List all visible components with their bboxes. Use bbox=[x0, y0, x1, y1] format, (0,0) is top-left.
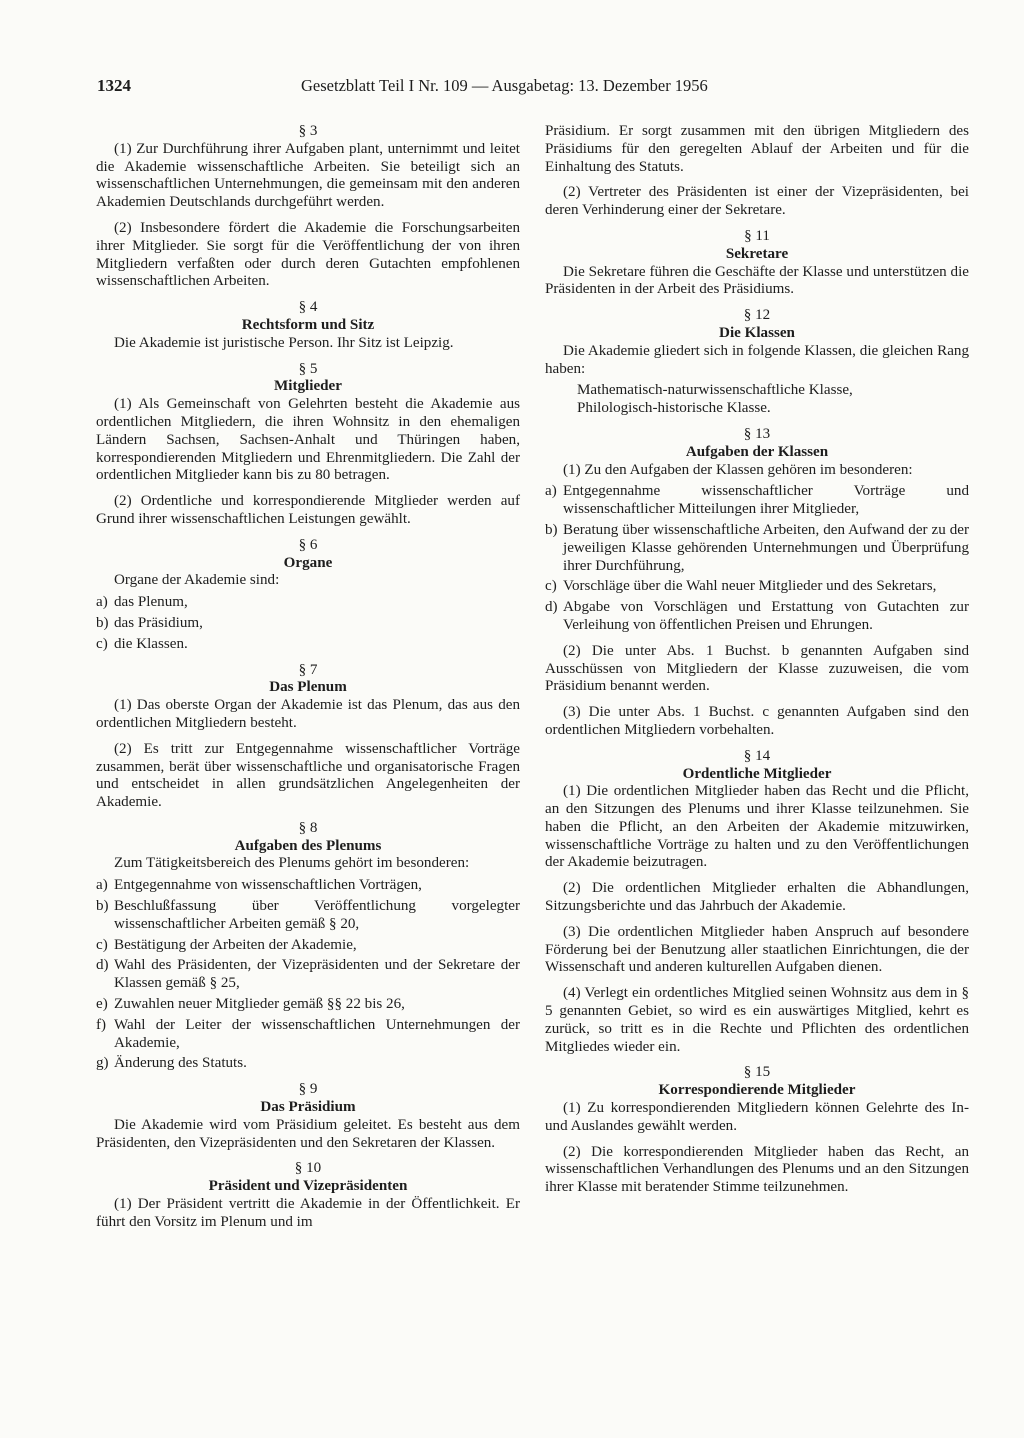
section-number: § 12 bbox=[743, 307, 771, 324]
section-title: Ordentliche Mitglieder bbox=[682, 765, 832, 782]
organ-list bbox=[96, 594, 520, 653]
section-5 bbox=[96, 361, 520, 529]
paragraph: (4) Verlegt ein ordentliches Mitglied seinen Wohnsitz aus dem in § 5 genannten Gebiet, so wird es ein auswärtiges Mitglied, kehrt es zurück, so tritt es in die Rechte und Pflichten des ordentlichen Mitgliedes wieder ein. bbox=[545, 985, 969, 1055]
section-number: § 5 bbox=[298, 360, 318, 377]
section-10-continued bbox=[545, 123, 969, 220]
list-marker: g) bbox=[96, 1055, 109, 1072]
paragraph: Organe der Akademie sind: bbox=[114, 572, 280, 589]
list-marker: a) bbox=[96, 877, 108, 894]
section-title: Die Klassen bbox=[719, 324, 795, 341]
paragraph: Präsidium. Er sorgt zusammen mit den übrigen Mitgliedern des Präsidiums für den geregelten Ablauf der Arbeiten und für die Einhaltung des Statuts. bbox=[545, 123, 969, 175]
list-item bbox=[96, 898, 520, 934]
section-title: Sekretare bbox=[725, 245, 789, 262]
section-number: § 9 bbox=[298, 1081, 318, 1098]
page-number: 1324 bbox=[97, 76, 131, 95]
section-title: Rechtsform und Sitz bbox=[241, 316, 375, 333]
class-task-list bbox=[545, 483, 969, 634]
paragraph: (3) Die unter Abs. 1 Buchst. c genannten Aufgaben sind den ordentlichen Mitgliedern vorbehalten. bbox=[545, 704, 969, 738]
paragraph: (1) Zu den Aufgaben der Klassen gehören im besonderen: bbox=[563, 461, 913, 478]
list-item bbox=[96, 937, 520, 955]
list-text: Wahl des Präsidenten, der Vizepräsidenten und der Sekretare der Klassen gemäß § 25, bbox=[114, 957, 520, 992]
list-marker: f) bbox=[96, 1016, 107, 1033]
class-name: Mathematisch-naturwissenschaftliche Klasse, bbox=[577, 382, 853, 399]
list-marker: e) bbox=[96, 996, 108, 1013]
list-text: Zuwahlen neuer Mitglieder gemäß §§ 22 bis 26, bbox=[114, 996, 405, 1013]
class-name: Philologisch-historische Klasse. bbox=[577, 400, 771, 417]
list-item bbox=[545, 522, 969, 575]
section-title: Präsident und Vizepräsidenten bbox=[208, 1178, 408, 1195]
list-text: das Präsidium, bbox=[114, 614, 203, 631]
section-title: Das Präsidium bbox=[260, 1099, 356, 1116]
section-number: § 8 bbox=[298, 819, 318, 836]
paragraph: (3) Die ordentlichen Mitglieder haben Anspruch auf besondere Förderung bei der Benutzung aller staatlichen Einrichtungen, die der Wissenschaft und anderen kulturellen Aufgaben dienen. bbox=[545, 923, 969, 976]
list-text: das Plenum, bbox=[114, 594, 188, 611]
section-title: Organe bbox=[283, 554, 333, 571]
list-text: Wahl der Leiter der wissenschaftlichen Unternehmungen der Akademie, bbox=[114, 1016, 520, 1051]
section-6 bbox=[96, 537, 520, 654]
list-item bbox=[96, 877, 520, 895]
section-number: § 11 bbox=[744, 227, 770, 244]
list-item bbox=[96, 957, 520, 993]
list-marker: b) bbox=[545, 521, 558, 538]
section-15 bbox=[545, 1064, 969, 1197]
section-13 bbox=[545, 426, 969, 740]
plenum-task-list bbox=[96, 877, 520, 1073]
list-item bbox=[96, 1017, 520, 1053]
running-title: Gesetzblatt Teil I Nr. 109 — Ausgabetag: 13. Dezember 1956 bbox=[301, 76, 708, 95]
list-marker: c) bbox=[96, 635, 108, 652]
list-item bbox=[545, 578, 969, 596]
list-text: Beratung über wissenschaftliche Arbeiten, den Aufwand der zu der jeweiligen Klasse gehörenden Unternehmungen und Überprüfung ihrer Durchführung, bbox=[563, 521, 969, 574]
paragraph: (1) Der Präsident vertritt die Akademie in der Öffentlichkeit. Er führt den Vorsitz im Plenum und im bbox=[96, 1196, 520, 1230]
paragraph: (1) Zu korrespondierenden Mitgliedern können Gelehrte des In- und Auslandes gewählt werden. bbox=[545, 1100, 969, 1134]
list-text: Entgegennahme wissenschaftlicher Vorträge und wissenschaftlicher Mitteilungen ihrer Mitglieder, bbox=[563, 483, 969, 518]
paragraph: (2) Die unter Abs. 1 Buchst. b genannten Aufgaben sind Ausschüssen von Mitgliedern der Klasse zuzuweisen, die vom Präsidium benannt werden. bbox=[545, 642, 969, 695]
section-14 bbox=[545, 748, 969, 1057]
list-marker: c) bbox=[96, 936, 108, 953]
section-number: § 15 bbox=[743, 1064, 771, 1081]
paragraph: (1) Die ordentlichen Mitglieder haben das Recht und die Pflicht, an den Sitzungen des Plenums und ihrer Klasse teilzunehmen. Sie haben die Pflicht, an den Arbeiten der Akademie mitzuwirken, wissenschaftliche Vorträge zu halten und zu den Veröffentlichungen der Akademie beizutragen. bbox=[545, 783, 969, 871]
paragraph: (1) Als Gemeinschaft von Gelehrten besteht die Akademie aus ordentlichen Mitgliedern, die ihren Wohnsitz in den ehemaligen Ländern Sachsen, Sachsen-Anhalt und Thüringen haben, korrespondierenden Mitgliedern und Ehrenmitgliedern. Die Zahl der ordentlichen Mitglieder kann bis zu 80 betragen. bbox=[96, 396, 520, 484]
list-marker: d) bbox=[545, 599, 558, 616]
paragraph: Die Akademie gliedert sich in folgende Klassen, die gleichen Rang haben: bbox=[545, 342, 969, 377]
section-number: § 14 bbox=[743, 747, 771, 764]
list-item bbox=[96, 594, 520, 612]
section-title: Aufgaben der Klassen bbox=[685, 443, 829, 460]
left-column bbox=[96, 123, 520, 1240]
section-8 bbox=[96, 820, 520, 1073]
section-number: § 7 bbox=[298, 661, 318, 678]
list-item bbox=[96, 636, 520, 654]
list-marker: a) bbox=[96, 594, 108, 611]
list-marker: b) bbox=[96, 614, 109, 631]
paragraph: (2) Es tritt zur Entgegennahme wissenschaftlicher Vorträge zusammen, berät über wissenschaftliche und organisatorische Fragen und entscheidet in allen grundsätzlichen Angelegenheiten der Akademie. bbox=[96, 740, 520, 811]
section-number: § 4 bbox=[298, 299, 318, 316]
section-12 bbox=[545, 307, 969, 418]
section-11 bbox=[545, 228, 969, 299]
paragraph: (2) Ordentliche und korrespondierende Mitglieder werden auf Grund ihrer wissenschaftlichen Leistungen gewählt. bbox=[96, 493, 520, 527]
list-item bbox=[96, 996, 520, 1014]
section-title: Korrespondierende Mitglieder bbox=[658, 1082, 856, 1099]
section-3 bbox=[96, 123, 520, 291]
paragraph: (2) Die ordentlichen Mitglieder erhalten die Abhandlungen, Sitzungsberichte und das Jahrbuch der Akademie. bbox=[545, 880, 969, 915]
list-text: Änderung des Statuts. bbox=[114, 1055, 247, 1072]
section-number: § 13 bbox=[743, 425, 771, 442]
section-title: Aufgaben des Plenums bbox=[234, 837, 382, 854]
paragraph: Die Akademie ist juristische Person. Ihr Sitz ist Leipzig. bbox=[114, 334, 454, 351]
section-title: Mitglieder bbox=[274, 378, 342, 395]
section-7 bbox=[96, 662, 520, 812]
list-marker: c) bbox=[545, 578, 557, 595]
section-number: § 10 bbox=[294, 1160, 322, 1177]
paragraph: (1) Zur Durchführung ihrer Aufgaben plant, unternimmt und leitet die Akademie wissenschaftliche Arbeiten. Sie beteiligt sich an wissenschaftlichen Unternehmungen, die gemeinsam mit den anderen Akademien Deutschlands durchgeführt werden. bbox=[96, 140, 520, 211]
section-title: Das Plenum bbox=[269, 679, 347, 696]
paragraph: (2) Die korrespondierenden Mitglieder haben das Recht, an wissenschaftlichen Verhandlungen des Plenums und an den Sitzungen ihrer Klasse mit beratender Stimme teilzunehmen. bbox=[545, 1143, 969, 1196]
section-10 bbox=[96, 1160, 520, 1231]
right-column bbox=[545, 123, 969, 1205]
paragraph: (1) Das oberste Organ der Akademie ist das Plenum, das aus den ordentlichen Mitgliedern besteht. bbox=[96, 697, 520, 731]
list-item bbox=[545, 599, 969, 635]
section-number: § 3 bbox=[298, 123, 318, 139]
list-item bbox=[96, 615, 520, 633]
list-text: Entgegennahme von wissenschaftlichen Vorträgen, bbox=[114, 877, 422, 894]
section-number: § 6 bbox=[298, 536, 318, 553]
list-text: Bestätigung der Arbeiten der Akademie, bbox=[114, 936, 357, 953]
paragraph: Zum Tätigkeitsbereich des Plenums gehört im besonderen: bbox=[114, 855, 470, 872]
paragraph: Die Sekretare führen die Geschäfte der Klasse und unterstützen die Präsidenten in der Arbeit des Präsidiums. bbox=[545, 263, 969, 298]
section-9 bbox=[96, 1081, 520, 1152]
list-text: Abgabe von Vorschlägen und Erstattung von Gutachten zur Verleihung von öffentlichen Preisen und Ehrungen. bbox=[563, 599, 969, 633]
list-marker: a) bbox=[545, 483, 557, 500]
list-marker: b) bbox=[96, 898, 109, 915]
page-header bbox=[97, 76, 787, 102]
list-text: Vorschläge über die Wahl neuer Mitglieder und des Sekretars, bbox=[563, 578, 937, 595]
list-item bbox=[96, 1055, 520, 1073]
list-item bbox=[545, 483, 969, 519]
section-4 bbox=[96, 299, 520, 352]
class-list bbox=[545, 382, 969, 418]
paragraph: (2) Insbesondere fördert die Akademie die Forschungsarbeiten ihrer Mitglieder. Sie sorgt für die Veröffentlichung der von ihren Mitgliedern verfaßten oder durch deren Gutachten empfohlenen wissenschaftlichen Arbeiten. bbox=[96, 219, 520, 290]
paragraph: Die Akademie wird vom Präsidium geleitet. Es besteht aus dem Präsidenten, den Vizepräsidenten und den Sekretaren der Klassen. bbox=[96, 1116, 520, 1151]
paragraph: (2) Vertreter des Präsidenten ist einer der Vizepräsidenten, bei deren Verhinderung einer der Sekretare. bbox=[545, 184, 969, 219]
list-marker: d) bbox=[96, 957, 109, 974]
list-text: die Klassen. bbox=[114, 635, 188, 652]
list-text: Beschlußfassung über Veröffentlichung vorgelegter wissenschaftlicher Arbeiten gemäß § 20, bbox=[114, 898, 520, 932]
